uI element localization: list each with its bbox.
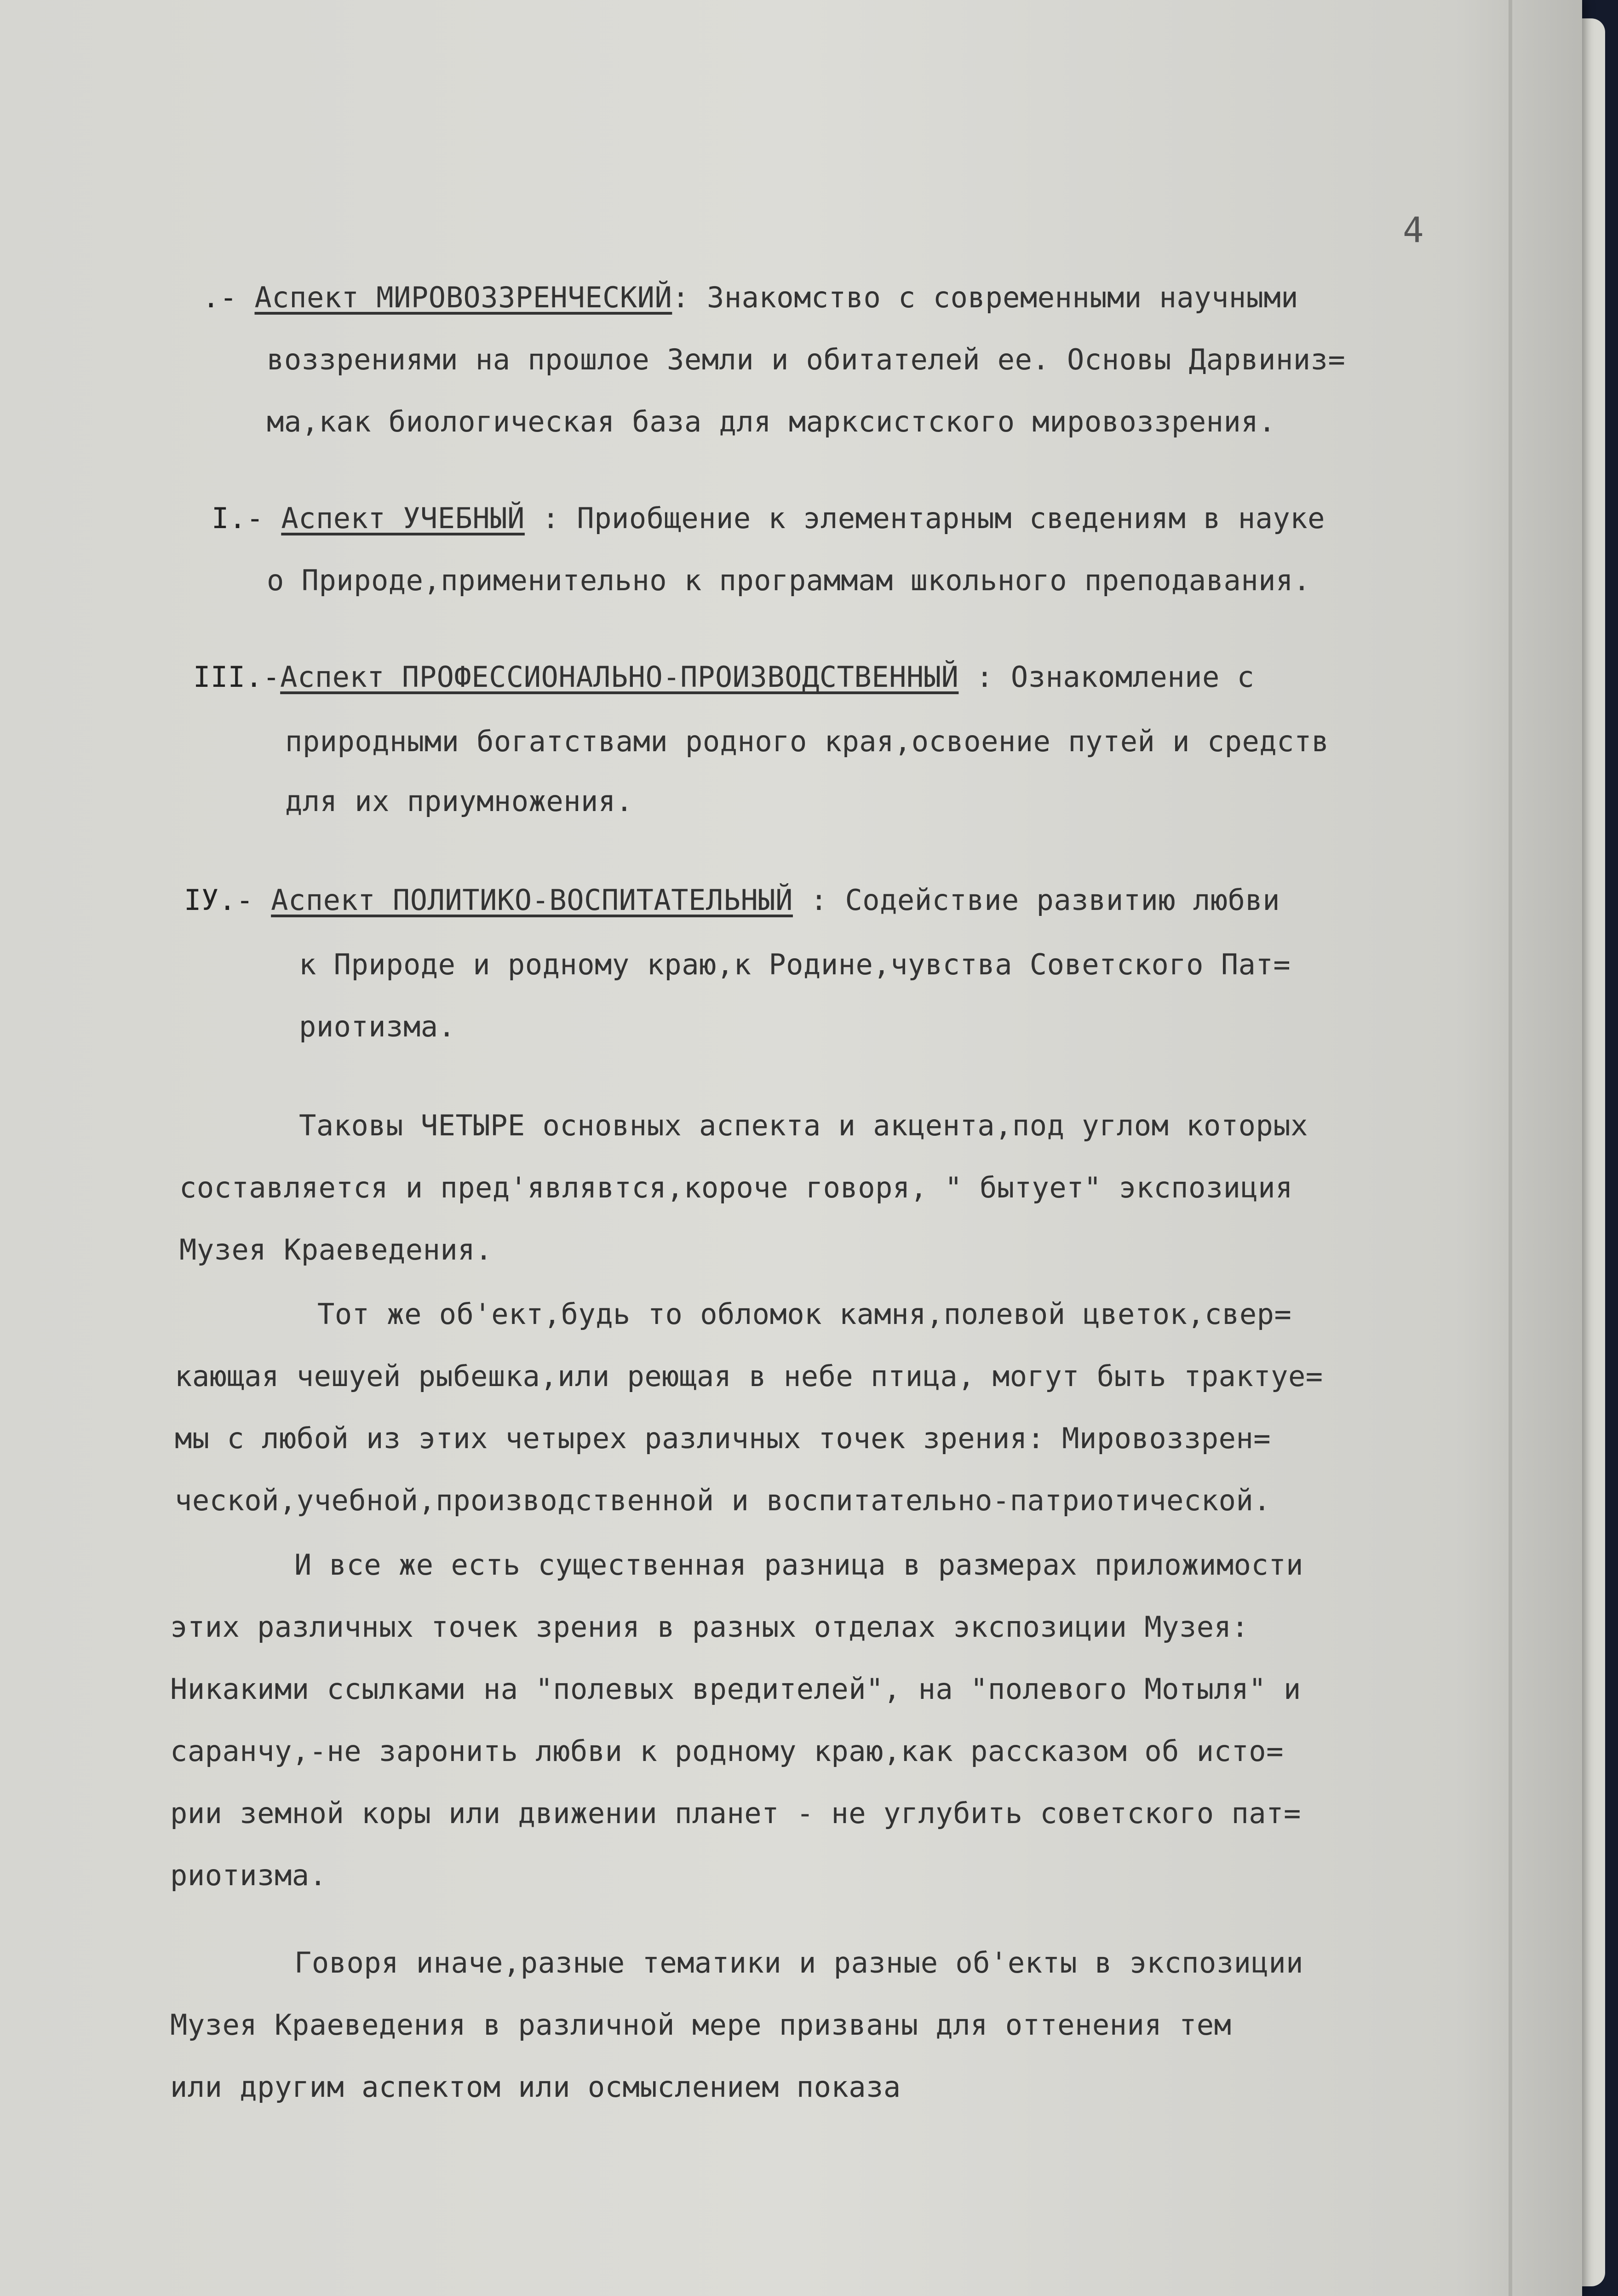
- paragraph-3-line-4: саранчу,-не заронить любви к родному краю,как рассказом об исто=: [170, 1734, 1284, 1768]
- section-text: : Знакомство с современными научными: [672, 281, 1299, 314]
- paragraph-1-line-3: Музея Краеведения.: [179, 1233, 493, 1266]
- paragraph-2-line-4: ческой,учебной,производственной и воспитательно-патриотической.: [175, 1484, 1271, 1517]
- paragraph-3-line-5: рии земной коры или движении планет - не углубить советского пат=: [170, 1796, 1301, 1830]
- section-2-line-2: о Природе,применительно к программам школьного преподавания.: [267, 564, 1311, 597]
- section-heading: Аспект МИРОВОЗЗРЕНЧЕСКИЙ: [254, 281, 672, 314]
- section-number: I.-: [212, 501, 264, 535]
- section-4-line-2: к Природе и родному краю,к Родине,чувства Советского Пат=: [299, 948, 1291, 981]
- section-number: .-: [202, 281, 237, 314]
- section-1-line-2: воззрениями на прошлое Земли и обитателей ее. Основы Дарвиниз=: [267, 343, 1346, 376]
- section-1-line-1: [202, 281, 1298, 314]
- section-3-line-1: [193, 660, 1254, 694]
- section-heading: Аспект ПРОФЕССИОНАЛЬНО-ПРОИЗВОДСТВЕННЫЙ: [280, 660, 959, 694]
- paragraph-3-line-2: этих различных точек зрения в разных отделах экспозиции Музея:: [170, 1610, 1249, 1644]
- paragraph-3-line-1: И все же есть существенная разница в размерах приложимости: [294, 1548, 1303, 1582]
- section-heading: Аспект УЧЕБНЫЙ: [281, 501, 525, 535]
- page-edge: [1509, 0, 1512, 2296]
- paragraph-1-line-1: Таковы ЧЕТЫРЕ основных аспекта и акцента,под углом которых: [299, 1109, 1308, 1142]
- section-2-line-1: [212, 501, 1325, 535]
- paragraph-4-line-2: Музея Краеведения в различной мере призваны для оттенения тем: [170, 2008, 1232, 2042]
- section-3-line-2: природными богатствами родного края,освоение путей и средств: [285, 725, 1329, 758]
- paragraph-3-line-6: риотизма.: [170, 1859, 327, 1892]
- page-number: 4: [1403, 209, 1424, 250]
- paragraph-4-line-1: Говоря иначе,разные тематики и разные об'екты в экспозиции: [294, 1946, 1303, 1980]
- paragraph-1-line-2: составляется и пред'являвтся,короче говоря, " бытует" экспозиция: [179, 1171, 1293, 1204]
- paragraph-3-line-3: Никакими ссылками на "полевых вредителей", на "полевого Мотыля" и: [170, 1672, 1301, 1706]
- section-text: : Приобщение к элементарным сведениям в науке: [524, 501, 1325, 535]
- section-heading: Аспект ПОЛИТИКО-ВОСПИТАТЕЛЬНЫЙ: [271, 883, 793, 917]
- section-3-line-3: для их приумножения.: [285, 784, 633, 818]
- paragraph-4-line-3: или другим аспектом или осмыслением показа: [170, 2070, 901, 2104]
- paragraph-2-line-1: Тот же об'ект,будь то обломок камня,полевой цветок,свер=: [317, 1297, 1292, 1331]
- section-text: : Содействие развитию любви: [792, 883, 1280, 917]
- section-1-line-3: ма,как биологическая база для марксистского мировоззрения.: [267, 405, 1276, 438]
- section-number: IУ.-: [184, 883, 254, 917]
- section-4-line-3: риотизма.: [299, 1010, 456, 1043]
- section-4-line-1: [184, 883, 1280, 917]
- paragraph-2-line-3: мы с любой из этих четырех различных точек зрения: Мировоззрен=: [175, 1421, 1271, 1455]
- section-number: III.-: [193, 660, 281, 694]
- paragraph-2-line-2: кающая чешуей рыбешка,или реющая в небе птица, могут быть трактуе=: [175, 1359, 1323, 1393]
- section-text: : Ознакомление с: [958, 660, 1255, 694]
